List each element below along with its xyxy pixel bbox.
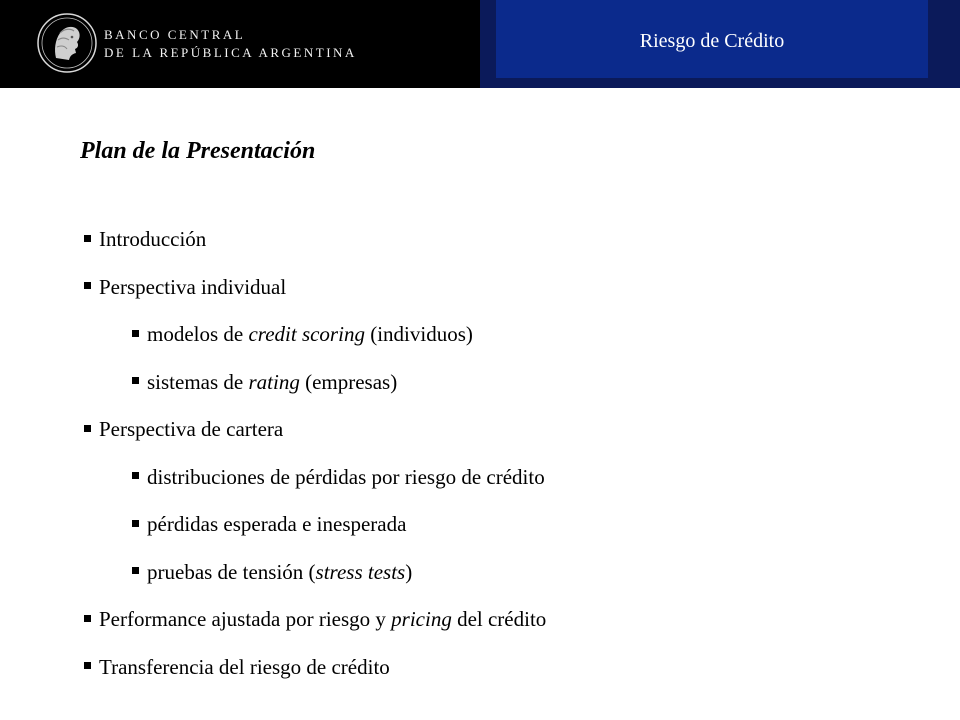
agenda-text: del crédito	[451, 607, 547, 631]
square-bullet-icon	[132, 377, 139, 384]
bank-name	[104, 26, 357, 62]
republic-head-seal-icon	[36, 12, 98, 74]
square-bullet-icon	[84, 615, 91, 622]
agenda-text: Performance ajustada por riesgo y	[99, 607, 392, 631]
square-bullet-icon	[132, 472, 139, 479]
agenda-text-italic: stress tests	[315, 559, 406, 584]
agenda-text: )	[405, 559, 413, 584]
bank-name-line2: DE LA REPÚBLICA ARGENTINA	[104, 45, 357, 60]
agenda-subitem	[132, 369, 397, 395]
agenda-item	[84, 654, 390, 680]
square-bullet-icon	[132, 567, 139, 574]
slide-header	[0, 0, 960, 88]
slide-topic: Riesgo de Crédito	[639, 30, 785, 52]
agenda-text: modelos de	[147, 322, 249, 346]
agenda-text-italic: credit scoring	[248, 322, 365, 346]
agenda-item	[84, 416, 283, 442]
agenda-text: (empresas)	[299, 369, 398, 394]
agenda-text: Perspectiva de cartera	[99, 417, 284, 441]
agenda-text: (individuos)	[364, 322, 473, 346]
square-bullet-icon	[132, 520, 139, 527]
slide-topic-box	[496, 0, 928, 78]
square-bullet-icon	[84, 662, 91, 669]
agenda-subitem	[132, 559, 412, 585]
agenda-item	[84, 226, 206, 252]
square-bullet-icon	[84, 425, 91, 432]
agenda-subitem	[132, 464, 545, 490]
page-title: Plan de la Presentación	[80, 138, 316, 164]
agenda-text-italic: pricing	[391, 607, 452, 631]
agenda-text: sistemas de	[147, 369, 249, 394]
agenda-text: pérdidas esperada e inesperada	[147, 512, 407, 536]
square-bullet-icon	[84, 282, 91, 289]
agenda-subitem	[132, 321, 473, 347]
square-bullet-icon	[84, 235, 91, 242]
agenda-text: distribuciones de pérdidas por riesgo de crédito	[147, 464, 545, 489]
agenda-text-italic: rating	[248, 369, 300, 394]
square-bullet-icon	[132, 330, 139, 337]
bank-name-line1: BANCO CENTRAL	[104, 27, 246, 42]
agenda-text: Perspectiva individual	[99, 274, 287, 299]
agenda-subitem	[132, 511, 406, 537]
agenda-text: Introducción	[99, 227, 207, 251]
agenda-text: Transferencia del riesgo de crédito	[99, 654, 390, 679]
agenda-item	[84, 606, 546, 632]
bank-logo	[0, 0, 480, 88]
agenda-item	[84, 274, 286, 300]
agenda-text: pruebas de tensión (	[147, 559, 316, 584]
